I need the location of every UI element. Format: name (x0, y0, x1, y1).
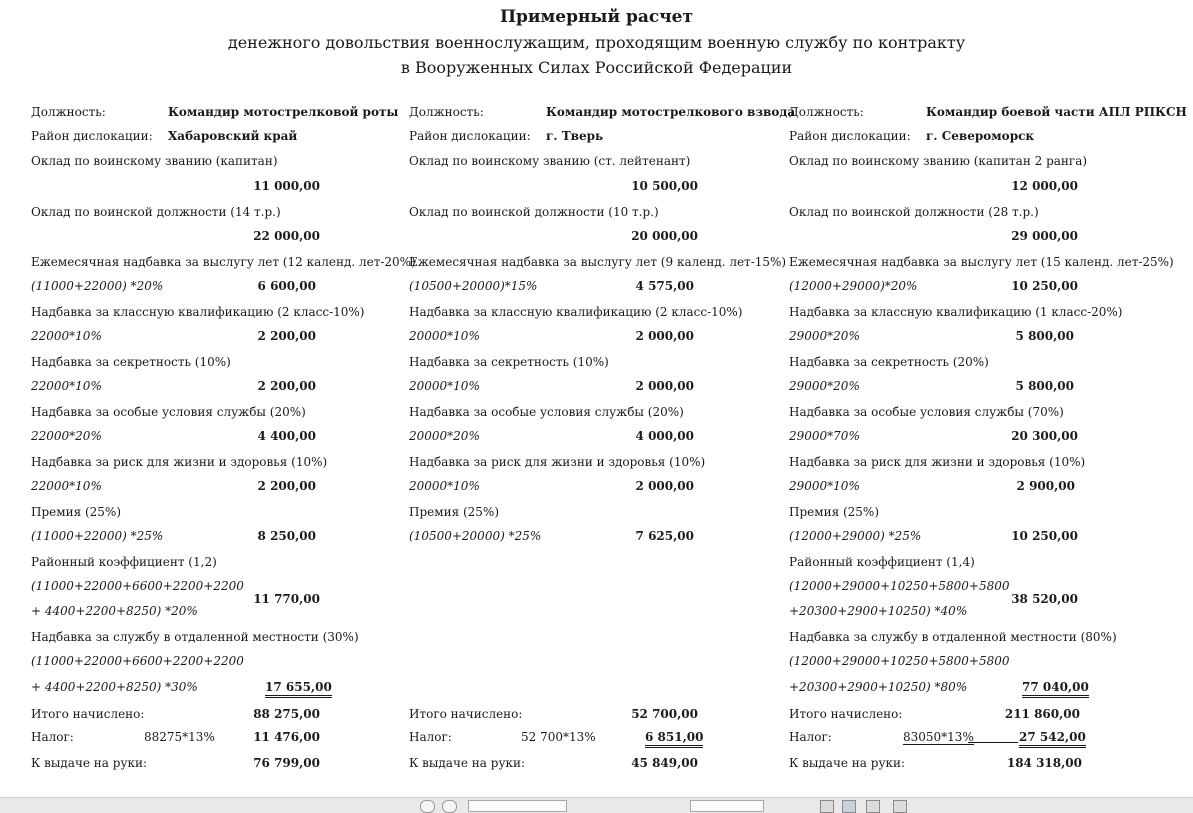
status-readout (1060, 800, 1182, 810)
qualification-value: 5 800,00 (1015, 329, 1074, 343)
secrecy-value: 2 200,00 (257, 379, 316, 393)
position-value: Командир боевой части АПЛ РПКСН (926, 105, 1187, 119)
district-label: Район дислокации: (31, 129, 153, 143)
special-conditions-label: Надбавка за особые условия службы (70%) (789, 405, 1064, 419)
seniority-value: 10 250,00 (1011, 279, 1078, 293)
total-label: Итого начислено: (409, 707, 523, 721)
secrecy-formula: 22000*10% (31, 379, 102, 393)
post-salary-value: 22 000,00 (253, 229, 320, 243)
regional-coef-formula-1: (12000+29000+10250+5800+5800 (789, 579, 1010, 593)
district-value: г. Североморск (926, 129, 1035, 143)
document-subtitle-line-2: в Вооруженных Силах Российской Федерации (400, 58, 793, 77)
secrecy-value: 2 000,00 (635, 379, 694, 393)
seniority-formula: (12000+29000)*20% (789, 279, 918, 293)
bonus-value: 10 250,00 (1011, 529, 1078, 543)
special-conditions-formula: 20000*20% (409, 429, 480, 443)
document-title: Примерный расчет (499, 7, 694, 27)
total-label: Итого начислено: (31, 707, 145, 721)
bonus-label: Премия (25%) (409, 505, 499, 519)
fit-page-icon[interactable] (866, 800, 880, 813)
tax-label: Налог: (31, 730, 74, 744)
tax-value: 27 542,00 (1019, 730, 1086, 744)
rank-salary-label: Оклад по воинскому званию (капитан) (31, 154, 278, 168)
total-value: 52 700,00 (631, 707, 698, 721)
tax-underline-connector (968, 742, 1018, 743)
qualification-value: 2 200,00 (257, 329, 316, 343)
special-conditions-value: 4 400,00 (257, 429, 316, 443)
post-salary-label: Оклад по воинской должности (14 т.р.) (31, 205, 281, 219)
back-icon[interactable] (420, 800, 435, 813)
bonus-formula: (11000+22000) *25% (31, 529, 164, 543)
risk-formula: 22000*10% (31, 479, 102, 493)
remote-area-formula-2: +20300+2900+10250) *80% (789, 680, 968, 694)
net-pay-value: 184 318,00 (1006, 756, 1082, 770)
post-salary-value: 20 000,00 (631, 229, 698, 243)
secrecy-label: Надбавка за секретность (10%) (31, 355, 231, 369)
bonus-value: 7 625,00 (635, 529, 694, 543)
remote-area-formula-1: (11000+22000+6600+2200+2200 (31, 654, 244, 668)
rank-salary-value: 10 500,00 (631, 179, 698, 193)
special-conditions-formula: 29000*70% (789, 429, 860, 443)
special-conditions-value: 4 000,00 (635, 429, 694, 443)
net-pay-label: К выдаче на руки: (409, 756, 526, 770)
qualification-formula: 20000*10% (409, 329, 480, 343)
net-pay-label: К выдаче на руки: (789, 756, 906, 770)
secrecy-label: Надбавка за секретность (10%) (409, 355, 609, 369)
net-pay-value: 76 799,00 (253, 756, 320, 770)
district-value: г. Тверь (546, 129, 604, 143)
risk-value: 2 900,00 (1016, 479, 1075, 493)
secrecy-formula: 29000*20% (789, 379, 860, 393)
remote-area-formula-1: (12000+29000+10250+5800+5800 (789, 654, 1010, 668)
tax-label: Налог: (409, 730, 452, 744)
seniority-value: 4 575,00 (635, 279, 694, 293)
remote-area-value: 17 655,00 (265, 680, 332, 694)
net-pay-label: К выдаче на руки: (31, 756, 148, 770)
rank-salary-label: Оклад по воинскому званию (ст. лейтенант) (409, 154, 691, 168)
post-salary-value: 29 000,00 (1011, 229, 1078, 243)
remote-area-value: 77 040,00 (1022, 680, 1089, 694)
bonus-label: Премия (25%) (31, 505, 121, 519)
special-conditions-formula: 22000*20% (31, 429, 102, 443)
page-field[interactable] (468, 800, 567, 812)
tax-formula: 52 700*13% (521, 730, 596, 744)
secrecy-value: 5 800,00 (1015, 379, 1074, 393)
position-label: Должность: (31, 105, 106, 119)
tax-formula: 83050*13% (903, 730, 974, 744)
seniority-label: Ежемесячная надбавка за выслугу лет (9 календ. лет-15%) (409, 255, 787, 269)
risk-formula: 20000*10% (409, 479, 480, 493)
qualification-formula: 29000*20% (789, 329, 860, 343)
post-salary-label: Оклад по воинской должности (10 т.р.) (409, 205, 659, 219)
regional-coef-label: Районный коэффициент (1,2) (31, 555, 217, 569)
document-subtitle-line-1: денежного довольствия военнослужащим, проходящим военную службу по контракту (227, 33, 966, 52)
remote-area-label: Надбавка за службу в отдаленной местности (80%) (789, 630, 1117, 644)
risk-value: 2 200,00 (257, 479, 316, 493)
regional-coef-value: 11 770,00 (253, 592, 320, 606)
district-label: Район дислокации: (409, 129, 531, 143)
secrecy-formula: 20000*10% (409, 379, 480, 393)
total-label: Итого начислено: (789, 707, 903, 721)
single-page-icon[interactable] (820, 800, 834, 813)
qualification-label: Надбавка за классную квалификацию (1 класс-20%) (789, 305, 1123, 319)
seniority-value: 6 600,00 (257, 279, 316, 293)
rank-salary-value: 11 000,00 (253, 179, 320, 193)
net-pay-value: 45 849,00 (631, 756, 698, 770)
tax-value: 6 851,00 (645, 730, 703, 744)
fit-width-icon[interactable] (893, 800, 907, 813)
regional-coef-formula-2: + 4400+2200+8250) *20% (31, 604, 198, 618)
tax-formula: 88275*13% (144, 730, 215, 744)
remote-area-label: Надбавка за службу в отдаленной местности (30%) (31, 630, 359, 644)
risk-formula: 29000*10% (789, 479, 860, 493)
qualification-label: Надбавка за классную квалификацию (2 класс-10%) (31, 305, 365, 319)
viewer-toolbar (0, 797, 1193, 813)
position-label: Должность: (789, 105, 864, 119)
position-value: Командир мотострелковой роты (168, 105, 399, 119)
tax-value: 11 476,00 (253, 730, 320, 744)
position-label: Должность: (409, 105, 484, 119)
regional-coef-formula-2: +20300+2900+10250) *40% (789, 604, 968, 618)
regional-coef-formula-1: (11000+22000+6600+2200+2200 (31, 579, 244, 593)
bonus-label: Премия (25%) (789, 505, 879, 519)
position-value: Командир мотострелкового взвода (546, 105, 796, 119)
bonus-formula: (10500+20000) *25% (409, 529, 542, 543)
district-label: Район дислокации: (789, 129, 911, 143)
total-value: 211 860,00 (1004, 707, 1080, 721)
rank-salary-value: 12 000,00 (1011, 179, 1078, 193)
special-conditions-value: 20 300,00 (1011, 429, 1078, 443)
regional-coef-value: 38 520,00 (1011, 592, 1078, 606)
risk-value: 2 000,00 (635, 479, 694, 493)
seniority-label: Ежемесячная надбавка за выслугу лет (15 календ. лет-25%) (789, 255, 1174, 269)
rank-salary-label: Оклад по воинскому званию (капитан 2 ранга) (789, 154, 1088, 168)
risk-label: Надбавка за риск для жизни и здоровья (10%) (789, 455, 1086, 469)
special-conditions-label: Надбавка за особые условия службы (20%) (409, 405, 684, 419)
post-salary-label: Оклад по воинской должности (28 т.р.) (789, 205, 1039, 219)
two-page-icon[interactable] (842, 800, 856, 813)
tax-label: Налог: (789, 730, 832, 744)
remote-area-formula-2: + 4400+2200+8250) *30% (31, 680, 198, 694)
total-value: 88 275,00 (253, 707, 320, 721)
risk-label: Надбавка за риск для жизни и здоровья (10%) (409, 455, 706, 469)
qualification-label: Надбавка за классную квалификацию (2 класс-10%) (409, 305, 743, 319)
seniority-formula: (10500+20000)*15% (409, 279, 538, 293)
special-conditions-label: Надбавка за особые условия службы (20%) (31, 405, 306, 419)
secrecy-label: Надбавка за секретность (20%) (789, 355, 989, 369)
regional-coef-label: Районный коэффициент (1,4) (789, 555, 975, 569)
risk-label: Надбавка за риск для жизни и здоровья (10%) (31, 455, 328, 469)
zoom-field[interactable] (690, 800, 764, 812)
district-value: Хабаровский край (168, 129, 298, 143)
qualification-value: 2 000,00 (635, 329, 694, 343)
seniority-formula: (11000+22000) *20% (31, 279, 164, 293)
bonus-formula: (12000+29000) *25% (789, 529, 922, 543)
qualification-formula: 22000*10% (31, 329, 102, 343)
seniority-label: Ежемесячная надбавка за выслугу лет (12 календ. лет-20%) (31, 255, 416, 269)
forward-icon[interactable] (442, 800, 457, 813)
bonus-value: 8 250,00 (257, 529, 316, 543)
